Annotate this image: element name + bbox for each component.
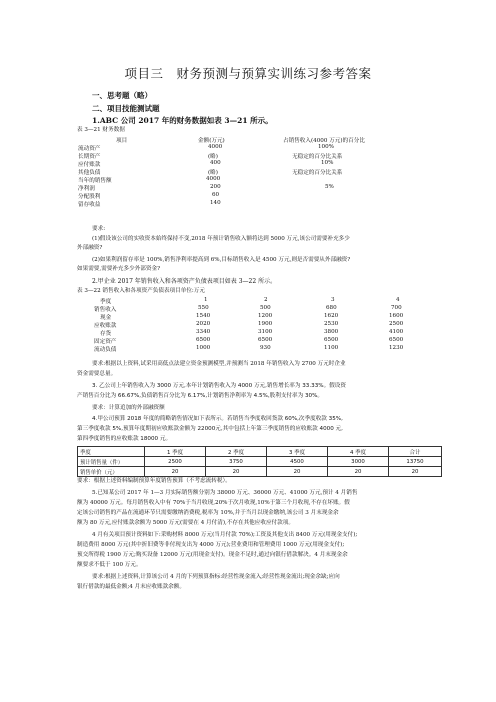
table-cell: 2020 bbox=[196, 321, 211, 327]
table-cell: 销售单价（元） bbox=[78, 467, 145, 477]
table-cell: 1000 bbox=[196, 345, 211, 351]
table-header-cell: 季度 bbox=[78, 447, 145, 457]
table-cell: 1200 bbox=[258, 313, 273, 319]
table-cell: 固定资产 bbox=[94, 339, 117, 345]
table-cell: 140 bbox=[210, 200, 221, 206]
table-cell: 1620 bbox=[324, 313, 339, 319]
table-row bbox=[78, 321, 404, 329]
table-cell: 长期资产 bbox=[78, 154, 101, 160]
table-cell: 销售收入 bbox=[94, 307, 117, 313]
table-row bbox=[78, 160, 398, 168]
question-4-text-c: 第四季度销售的应收账款 18000 元。 bbox=[77, 436, 172, 442]
table-cell: 20 bbox=[206, 467, 267, 477]
table-cell: 无稳定的百分比关系 bbox=[292, 154, 343, 160]
table-cell: 2500 bbox=[145, 457, 206, 467]
question-1-req-1a: (1)假设该公司的实收资本始终保持不变,2018 年预计销售收入额将达到 5000 万元,该公司需要补充多少 bbox=[92, 236, 350, 242]
page-title: 项目三 财务预测与预算实训练习参考答案 bbox=[124, 66, 372, 81]
table-cell: 1230 bbox=[389, 345, 404, 351]
table-cell: 6500 bbox=[196, 337, 211, 343]
table-cell: 20 bbox=[145, 467, 206, 477]
table-cell: 500 bbox=[260, 305, 271, 311]
question-5-text-e: 4 月有关项目预计资料如下:采购材料 8000 万元(当月付款 70%);工资及其他支出 8400 万元(用现金支付); bbox=[92, 532, 358, 538]
table-1-header bbox=[78, 136, 398, 144]
table-cell: (略) bbox=[208, 154, 218, 160]
table-cell: 流动负债 bbox=[94, 347, 117, 353]
table-cell: 存货 bbox=[100, 331, 112, 337]
table-row bbox=[78, 457, 442, 467]
question-5-req-b: 银行借款的最低金额;4 月末应收账款余额。 bbox=[77, 584, 185, 590]
table-cell: 3340 bbox=[196, 329, 211, 335]
question-3-text-a: 3. 乙公司上年销售收入为 3000 万元,本年计划销售收入为 4000 万元,销售增长率为 33.33%。假设资 bbox=[92, 383, 346, 389]
section-heading-2: 二、项目技能测试题 bbox=[92, 104, 160, 113]
table-header-cell: 合计 bbox=[389, 447, 442, 457]
table-cell: 4000 bbox=[208, 144, 223, 150]
table-row bbox=[78, 313, 404, 321]
question-1-req-2a: (2)如果利润留存率是 100%,销售净利率提高到 6%,目标销售收入是 4500 万元,则是否需要从外部融资? bbox=[92, 257, 351, 263]
table-2-header bbox=[78, 297, 398, 305]
table-cell: 其他负债 bbox=[78, 170, 101, 176]
table-cell: 3000 bbox=[328, 457, 389, 467]
question-5-text-b: 额为 40000 万元。每月销售收入中有 70%于当月收现,20%于次月收现,10%于第三个月收现,不存在坏账。假 bbox=[77, 500, 350, 506]
question-2-req-a: 要求:根据以上资料,试采用高低点法建立资金预测模型,并预测当 2018 年销售收入为 2700 万元时企业 bbox=[92, 361, 346, 367]
table-cell: 550 bbox=[198, 305, 209, 311]
question-2-heading: 2.甲企业 2017 年销售收入和各项资产负债表项目如表 3—22 所示。 bbox=[92, 278, 277, 285]
table-cell: 6500 bbox=[324, 337, 339, 343]
table-row bbox=[78, 176, 398, 184]
table-cell: 分配股利 bbox=[78, 194, 101, 200]
table-1-caption: 表 3—21 财务数据 bbox=[77, 127, 125, 133]
table-row bbox=[78, 168, 398, 176]
table-header-cell: 金额(万元) bbox=[198, 138, 225, 144]
table-header-cell: 1 季度 bbox=[145, 447, 206, 457]
table-cell: 680 bbox=[326, 305, 337, 311]
table-cell: 3800 bbox=[324, 329, 339, 335]
table-cell: 6500 bbox=[389, 337, 404, 343]
table-cell: 4000 bbox=[206, 176, 221, 182]
requirement-label: 要求: bbox=[92, 226, 106, 232]
table-cell: 现金 bbox=[100, 315, 112, 321]
question-5-req-a: 要求:根据上述资料,计算该公司 4 月的下列预算指标:经营性现金流入;经营性现金流出;现金余缺;应向 bbox=[92, 574, 340, 580]
table-row bbox=[78, 184, 398, 192]
table-cell: 6500 bbox=[258, 337, 273, 343]
table-row bbox=[78, 305, 402, 313]
table-row bbox=[78, 329, 404, 337]
table-cell: 3100 bbox=[258, 329, 273, 335]
table-cell: 无稳定的百分比关系 bbox=[292, 170, 343, 176]
table-cell: 100% bbox=[318, 144, 334, 150]
table-header-cell: 4 bbox=[396, 297, 400, 303]
table-3-header bbox=[78, 447, 442, 457]
table-cell: 4500 bbox=[267, 457, 328, 467]
question-5-text-g: 预交所得税 1900 万元;购买设备 12000 万元(用现金支付)。现金不足时,通过向银行借款解决。4 月末现金余 bbox=[77, 552, 348, 558]
table-cell: 10% bbox=[321, 160, 334, 166]
table-row bbox=[78, 467, 442, 477]
table-header-cell: 3 bbox=[331, 297, 335, 303]
table-3 bbox=[77, 446, 442, 477]
table-cell: 930 bbox=[260, 345, 271, 351]
table-header-cell: 季度 bbox=[100, 299, 112, 305]
question-2-req-b: 资金需要总量。 bbox=[77, 371, 117, 377]
section-heading-1: 一、思考题（略） bbox=[92, 91, 152, 100]
question-5-text-h: 额要求不低于 100 万元。 bbox=[77, 562, 142, 568]
question-1-req-1b: 外部融资? bbox=[77, 245, 103, 251]
table-cell: 1100 bbox=[324, 345, 339, 351]
table-cell: 流动资产 bbox=[78, 146, 101, 152]
table-cell: 20 bbox=[267, 467, 328, 477]
question-1-heading: 1.ABC 公司 2017 年的财务数据如表 3—21 所示。 bbox=[92, 116, 273, 125]
question-4-requirement: 要求：根据上述资料编制预算年度销售预算（不考虑流转税）。 bbox=[77, 478, 231, 484]
table-row bbox=[78, 337, 404, 345]
table-row bbox=[78, 345, 404, 353]
table-cell: 5% bbox=[325, 184, 334, 190]
table-header-cell: 3 季度 bbox=[267, 447, 328, 457]
question-3-requirement: 要求：计算追加的外部融资额 bbox=[92, 405, 165, 411]
table-cell: 20 bbox=[328, 467, 389, 477]
question-5-text-d: 额为 80 万元,应付账款余额为 5000 万元(需要在 4 月付清),不存在其他应收应付款项。 bbox=[77, 520, 294, 526]
question-3-text-b: 产销售百分比为 66.67%,负债销售百分比为 6.17%,计划销售净利率为 4.5%,股利支付率为 30%。 bbox=[77, 393, 324, 399]
table-cell: 2530 bbox=[324, 321, 339, 327]
table-2-caption: 表 3—22 销售收入和各项资产负债表项目单位:万元 bbox=[77, 288, 205, 294]
table-cell: 400 bbox=[210, 160, 221, 166]
table-header-cell: 占销售收入(4000 万元)的百分比 bbox=[283, 138, 365, 144]
table-header-cell: 2 季度 bbox=[206, 447, 267, 457]
table-cell: 200 bbox=[210, 184, 221, 190]
table-cell: 4100 bbox=[389, 329, 404, 335]
table-cell: 净利润 bbox=[78, 186, 95, 192]
question-1-req-2b: 如果需要,需要补充多少外部资金? bbox=[77, 266, 161, 272]
table-row bbox=[78, 152, 398, 160]
question-5-text-f: 制造费用 8000 万元(其中折旧费等非付现支出为 4000 万元);营业费用和管理费用 1000 万元(用现金支付); bbox=[77, 542, 345, 548]
table-cell: 留存收益 bbox=[78, 202, 101, 208]
question-5-text-c: 定该公司销售的产品在流通环节只需要缴纳消费税,税率为 10%,并于当月以现金缴纳,该公司 3 月末现金余 bbox=[77, 510, 339, 516]
table-cell: 60 bbox=[212, 192, 220, 198]
table-cell: 20 bbox=[389, 467, 442, 477]
table-cell: 1900 bbox=[258, 321, 273, 327]
table-header-cell: 项目 bbox=[116, 138, 128, 144]
table-cell: 预计销售量（件） bbox=[78, 457, 145, 467]
table-header-cell: 4 季度 bbox=[328, 447, 389, 457]
table-row bbox=[78, 200, 398, 208]
table-cell: 应付账款 bbox=[78, 162, 101, 168]
table-header-cell: 1 bbox=[204, 297, 208, 303]
table-cell: 应收账款 bbox=[94, 323, 117, 329]
table-cell: 13750 bbox=[389, 457, 442, 467]
table-header-cell: 2 bbox=[264, 297, 268, 303]
table-cell: 3750 bbox=[206, 457, 267, 467]
table-row bbox=[78, 144, 398, 152]
table-cell: 1600 bbox=[389, 313, 404, 319]
table-row bbox=[78, 192, 398, 200]
question-5-text-a: 5.已知某公司 2017 年 1—3 月实际销售额分别为 38000 万元、36000 万元、41000 万元,预计 4 月销售 bbox=[92, 490, 358, 496]
table-cell: 700 bbox=[391, 305, 402, 311]
question-4-text-a: 4.甲公司预算 2018 年度的简略销售情况如下表所示。若销售当季度收回货款 60%,次季度收款 35%, bbox=[92, 416, 343, 422]
table-cell: 当年的销售额 bbox=[78, 178, 112, 184]
table-cell: (略) bbox=[208, 170, 218, 176]
table-cell: 1540 bbox=[196, 313, 211, 319]
table-cell: 2500 bbox=[389, 321, 404, 327]
question-4-text-b: 第三季度收款 5%,预算年度期初应收账款金额为 22000元,其中包括上年第三季度销售的应收账款 4000 元, bbox=[77, 426, 343, 432]
